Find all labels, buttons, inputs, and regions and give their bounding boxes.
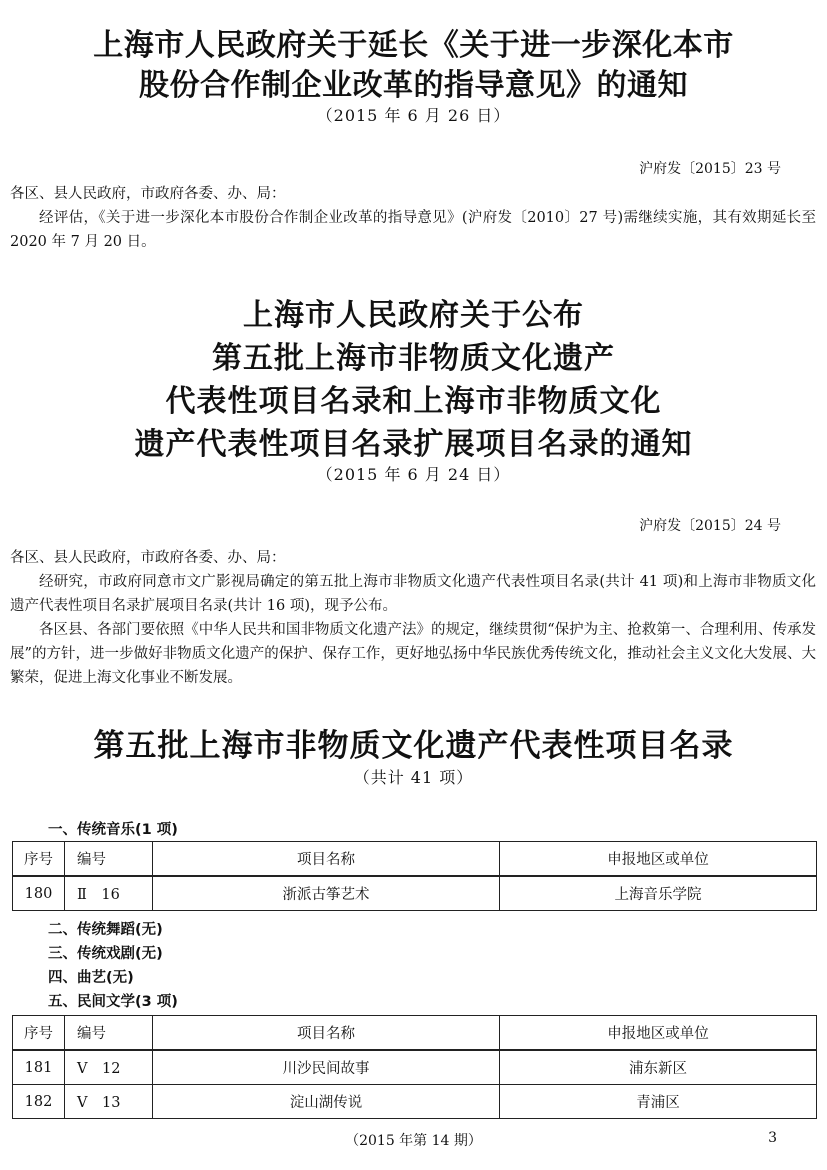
cell-code: Ⅱ 16: [65, 876, 153, 911]
notice2-salutation: 各区、县人民政府，市政府各委、办、局：: [10, 550, 286, 566]
notice1-salutation: 各区、县人民政府，市政府各委、办、局：: [10, 186, 286, 202]
page-number: 3: [768, 1130, 777, 1146]
section-traditional-dance: 二、传统舞蹈(无): [48, 922, 163, 938]
notice2-title-line1: 上海市人民政府关于公布: [243, 298, 584, 333]
cell-name: 淀山湖传说: [153, 1085, 500, 1119]
table-folk-literature: [12, 1015, 817, 1119]
cell-index: 180: [13, 876, 65, 911]
header-index: 序号: [13, 1016, 65, 1051]
table-row: [13, 1050, 817, 1085]
footer-issue: （2015 年第 14 期）: [345, 1133, 482, 1149]
list-subtitle: （共计 41 项）: [353, 768, 474, 787]
table-traditional-music: [12, 841, 817, 911]
notice1-title-line2: 股份合作制企业改革的指导意见》的通知: [139, 68, 688, 103]
header-name: 项目名称: [153, 1016, 500, 1051]
notice1-paragraph: 经评估，《关于进一步深化本市股份合作制企业改革的指导意见》(沪府发〔2010〕27 号)需继续实施，其有效期延长至 2020 年 7 月 20 日。: [10, 210, 816, 250]
notice2-paragraph1: 经研究，市政府同意市文广影视局确定的第五批上海市非物质文化遗产代表性项目名录(共计 41 项)和上海市非物质文化遗产代表性项目名录扩展项目名录(共计 16 项)，现予公布。: [10, 574, 816, 614]
section-quyi: 四、曲艺(无): [48, 970, 134, 986]
cell-org: 青浦区: [500, 1085, 817, 1119]
cell-name: 川沙民间故事: [153, 1050, 500, 1085]
table-row: [13, 876, 817, 911]
notice2-doc-number: 沪府发〔2015〕24 号: [639, 518, 781, 534]
notice1-title-line1: 上海市人民政府关于延长《关于进一步深化本市: [93, 28, 734, 63]
table-header-row: [13, 842, 817, 877]
header-org: 申报地区或单位: [500, 842, 817, 877]
notice1-body: [10, 182, 816, 254]
cell-index: 181: [13, 1050, 65, 1085]
table-row: [13, 1085, 817, 1119]
notice2-date: （2015 年 6 月 24 日）: [316, 465, 511, 484]
notice2-body: [10, 546, 816, 690]
section-traditional-music: 一、传统音乐(1 项): [48, 822, 178, 838]
list-title: 第五批上海市非物质文化遗产代表性项目名录: [93, 728, 734, 764]
header-code: 编号: [65, 1016, 153, 1051]
cell-code: Ⅴ 12: [65, 1050, 153, 1085]
cell-org: 浦东新区: [500, 1050, 817, 1085]
cell-name: 浙派古筝艺术: [153, 876, 500, 911]
cell-org: 上海音乐学院: [500, 876, 817, 911]
header-name: 项目名称: [153, 842, 500, 877]
notice2-title-line4: 遗产代表性项目名录扩展项目名录的通知: [134, 427, 693, 462]
notice1-date: （2015 年 6 月 26 日）: [316, 106, 511, 125]
table-header-row: [13, 1016, 817, 1051]
notice2-paragraph2: 各区县、各部门要依照《中华人民共和国非物质文化遗产法》的规定，继续贯彻“保护为主、抢救第一、合理利用、传承发展”的方针，进一步做好非物质文化遗产的保护、保存工作，更好地弘扬中华民族优秀传统文化，推动社会主义文化大发展、大繁荣，促进上海文化事业不断发展。: [10, 622, 816, 686]
section-traditional-opera: 三、传统戏剧(无): [48, 946, 163, 962]
section-folk-literature: 五、民间文学(3 项): [48, 994, 178, 1010]
cell-code: Ⅴ 13: [65, 1085, 153, 1119]
header-index: 序号: [13, 842, 65, 877]
header-code: 编号: [65, 842, 153, 877]
notice2-title-line3: 代表性项目名录和上海市非物质文化: [165, 384, 662, 419]
header-org: 申报地区或单位: [500, 1016, 817, 1051]
notice2-title-line2: 第五批上海市非物质文化遗产: [212, 341, 615, 376]
notice1-doc-number: 沪府发〔2015〕23 号: [639, 161, 781, 177]
cell-index: 182: [13, 1085, 65, 1119]
